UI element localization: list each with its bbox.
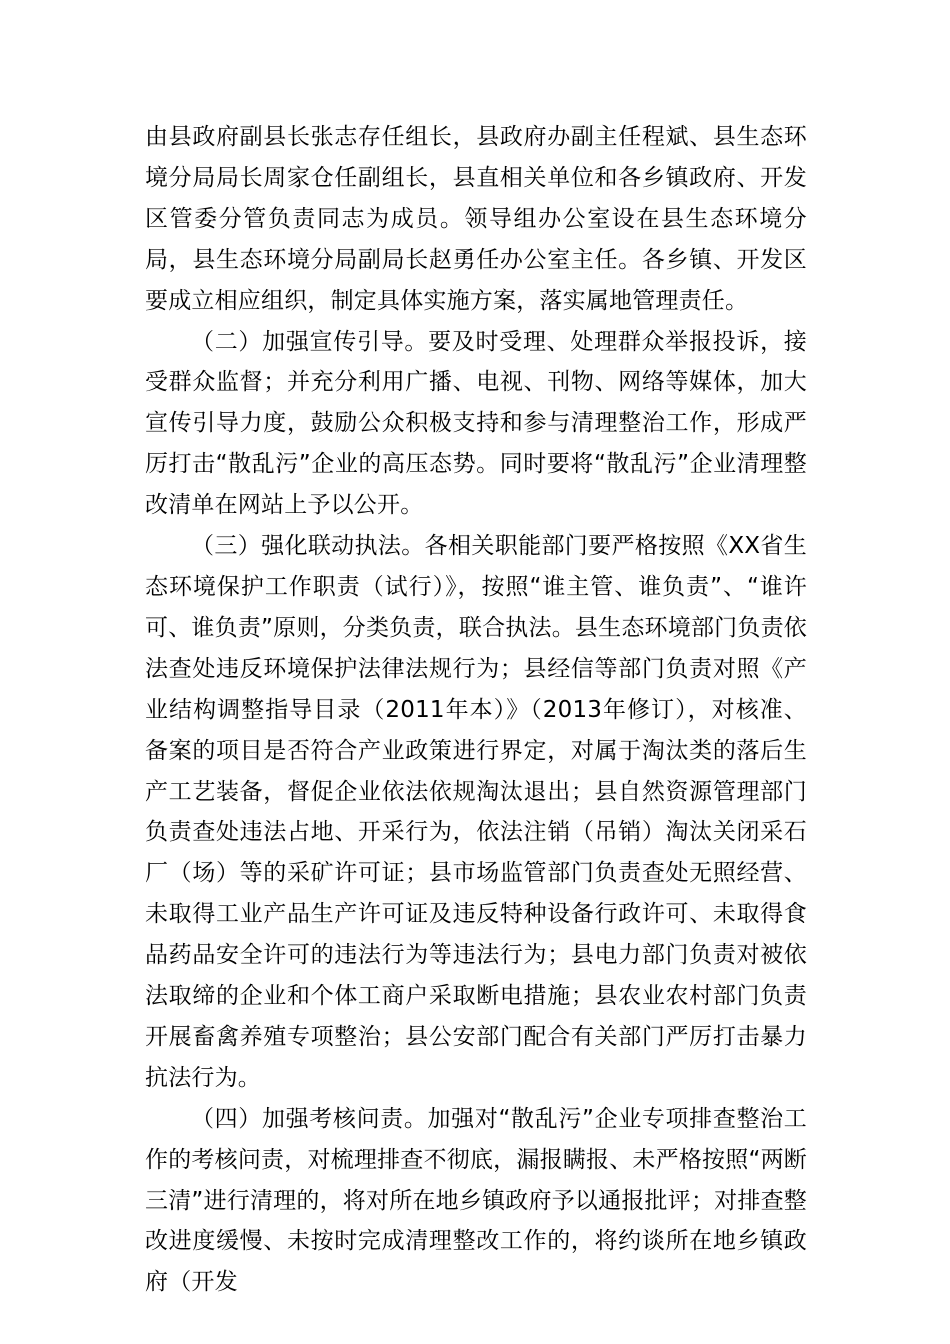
- paragraph-joint-enforcement: （三）强化联动执法。各相关职能部门要严格按照《XX省生态环境保护工作职责（试行）》，按照“谁主管、谁负责”、“谁许可、谁负责”原则，分类负责，联合执法。县生态环境部门负责依法查处违反环境保护法律法规行为；县经信等部门负责对照《产业结构调整指导目录（2011年本）》（2013年修订），对核准、备案的项目是否符合产业政策进行界定，对属于淘汰类的落后生产工艺装备，督促企业依法依规淘汰退出；县自然资源管理部门负责查处违法占地、开采行为，依法注销（吊销）淘汰关闭采石厂（场）等的采矿许可证；县市场监管部门负责查处无照经营、未取得工业产品生产许可证及违反特种设备行政许可、未取得食品药品安全许可的违法行为等违法行为；县电力部门负责对被依法取缔的企业和个体工商户采取断电措施；县农业农村部门负责开展畜禽养殖专项整治；县公安部门配合有关部门严厉打击暴力抗法行为。: [145, 533, 807, 1091]
- paragraph-leadership-group: 由县政府副县长张志存任组长，县政府办副主任程斌、县生态环境分局局长周家仓任副组长，县直相关单位和各乡镇政府、开发区管委分管负责同志为成员。领导组办公室设在县生态环境分局，县生态环境分局副局长赵勇任办公室主任。各乡镇、开发区要成立相应组织，制定具体实施方案，落实属地管理责任。: [145, 124, 807, 314]
- paragraph-publicity-guidance: （二）加强宣传引导。要及时受理、处理群众举报投诉，接受群众监督；并充分利用广播、电视、刊物、网络等媒体，加大宣传引导力度，鼓励公众积极支持和参与清理整治工作，形成严厉打击“散乱污”企业的高压态势。同时要将“散乱污”企业清理整改清单在网站上予以公开。: [145, 328, 807, 519]
- document-page: [145, 117, 807, 1303]
- paragraph-assessment-accountability: （四）加强考核问责。加强对“散乱污”企业专项排查整治工作的考核问责，对梳理排查不彻底，漏报瞒报、未严格按照“两断三清”进行清理的，将对所在地乡镇政府予以通报批评；对排查整改进度缓慢、未按时完成清理整改工作的，将约谈所在地乡镇政府（开发: [145, 1105, 807, 1296]
